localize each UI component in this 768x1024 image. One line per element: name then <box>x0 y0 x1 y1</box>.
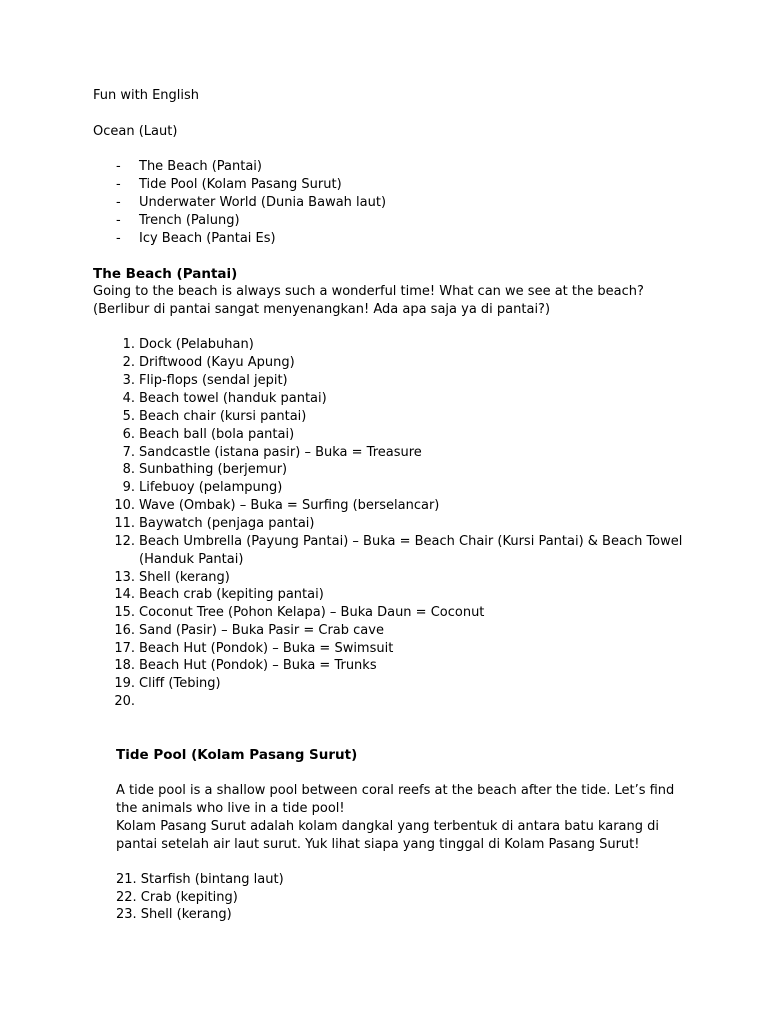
list-item-number: 16. <box>114 623 135 638</box>
list-item-number: 8. <box>122 462 135 477</box>
list-bullet: - <box>116 177 121 192</box>
list-item: Wave (Ombak) – Buka = Surfing (berselancar) <box>139 498 440 513</box>
list-item: Flip-flops (sendal jepit) <box>139 373 288 388</box>
list-item-continuation: (Handuk Pantai) <box>139 552 244 567</box>
list-item: 21. Starfish (bintang laut) <box>116 872 284 887</box>
list-item: Dock (Pelabuhan) <box>139 337 254 352</box>
list-bullet: - <box>116 231 121 246</box>
beach-intro-indonesian: (Berlibur di pantai sangat menyenangkan! Ada apa saja ya di pantai?) <box>93 302 551 317</box>
list-item: Shell (kerang) <box>139 570 230 585</box>
list-item: Lifebuoy (pelampung) <box>139 480 283 495</box>
list-item-number: 12. <box>114 534 135 549</box>
list-item: Beach chair (kursi pantai) <box>139 409 307 424</box>
doc-subtitle: Ocean (Laut) <box>93 124 178 139</box>
list-item: Sandcastle (istana pasir) – Buka = Treasure <box>139 445 422 460</box>
section-heading-tidepool: Tide Pool (Kolam Pasang Surut) <box>116 747 358 763</box>
paragraph-line: Kolam Pasang Surut adalah kolam dangkal yang terbentuk di antara batu karang di <box>116 819 660 834</box>
list-item-number: 15. <box>114 605 135 620</box>
list-item: Sand (Pasir) – Buka Pasir = Crab cave <box>139 623 384 638</box>
list-item-number: 2. <box>122 355 135 370</box>
list-item-number: 3. <box>122 373 135 388</box>
list-item: Beach towel (handuk pantai) <box>139 391 327 406</box>
list-item: Trench (Palung) <box>139 213 240 228</box>
list-item: 22. Crab (kepiting) <box>116 890 238 905</box>
list-item: Beach ball (bola pantai) <box>139 427 295 442</box>
paragraph-line: the animals who live in a tide pool! <box>116 801 345 816</box>
list-item-number: 20. <box>114 694 135 709</box>
list-item-number: 4. <box>122 391 135 406</box>
list-item: Beach crab (kepiting pantai) <box>139 587 324 602</box>
list-item-number: 14. <box>114 587 135 602</box>
list-item: Underwater World (Dunia Bawah laut) <box>139 195 387 210</box>
doc-title: Fun with English <box>93 88 200 103</box>
list-item-number: 18. <box>114 658 135 673</box>
list-item: Beach Umbrella (Payung Pantai) – Buka = Beach Chair (Kursi Pantai) & Beach Towel <box>139 534 683 549</box>
list-bullet: - <box>116 213 121 228</box>
section-heading-beach: The Beach (Pantai) <box>93 266 238 282</box>
list-item-number: 1. <box>122 337 135 352</box>
list-bullet: - <box>116 195 121 210</box>
list-item: Sunbathing (berjemur) <box>139 462 288 477</box>
list-item-number: 9. <box>122 480 135 495</box>
list-item-number: 5. <box>122 409 135 424</box>
paragraph-line: A tide pool is a shallow pool between coral reefs at the beach after the tide. Let’s find <box>116 783 675 798</box>
paragraph-line: pantai setelah air laut surut. Yuk lihat siapa yang tinggal di Kolam Pasang Surut! <box>116 837 640 852</box>
list-item-number: 13. <box>114 570 135 585</box>
list-item: Cliff (Tebing) <box>139 676 221 691</box>
list-item-number: 19. <box>114 676 135 691</box>
list-bullet: - <box>116 159 121 174</box>
list-item: Coconut Tree (Pohon Kelapa) – Buka Daun = Coconut <box>139 605 485 620</box>
list-item-number: 11. <box>114 516 135 531</box>
list-item: 23. Shell (kerang) <box>116 907 232 922</box>
list-item: Tide Pool (Kolam Pasang Surut) <box>139 177 342 192</box>
list-item-number: 10. <box>114 498 135 513</box>
list-item: Driftwood (Kayu Apung) <box>139 355 295 370</box>
list-item: Icy Beach (Pantai Es) <box>139 231 276 246</box>
list-item: Baywatch (penjaga pantai) <box>139 516 315 531</box>
list-item-number: 17. <box>114 641 135 656</box>
list-item: Beach Hut (Pondok) – Buka = Trunks <box>139 658 377 673</box>
list-item-number: 7. <box>122 445 135 460</box>
list-item: Beach Hut (Pondok) – Buka = Swimsuit <box>139 641 394 656</box>
list-item-number: 6. <box>122 427 135 442</box>
list-item: The Beach (Pantai) <box>139 159 262 174</box>
beach-intro-english: Going to the beach is always such a wonderful time! What can we see at the beach? <box>93 284 644 299</box>
